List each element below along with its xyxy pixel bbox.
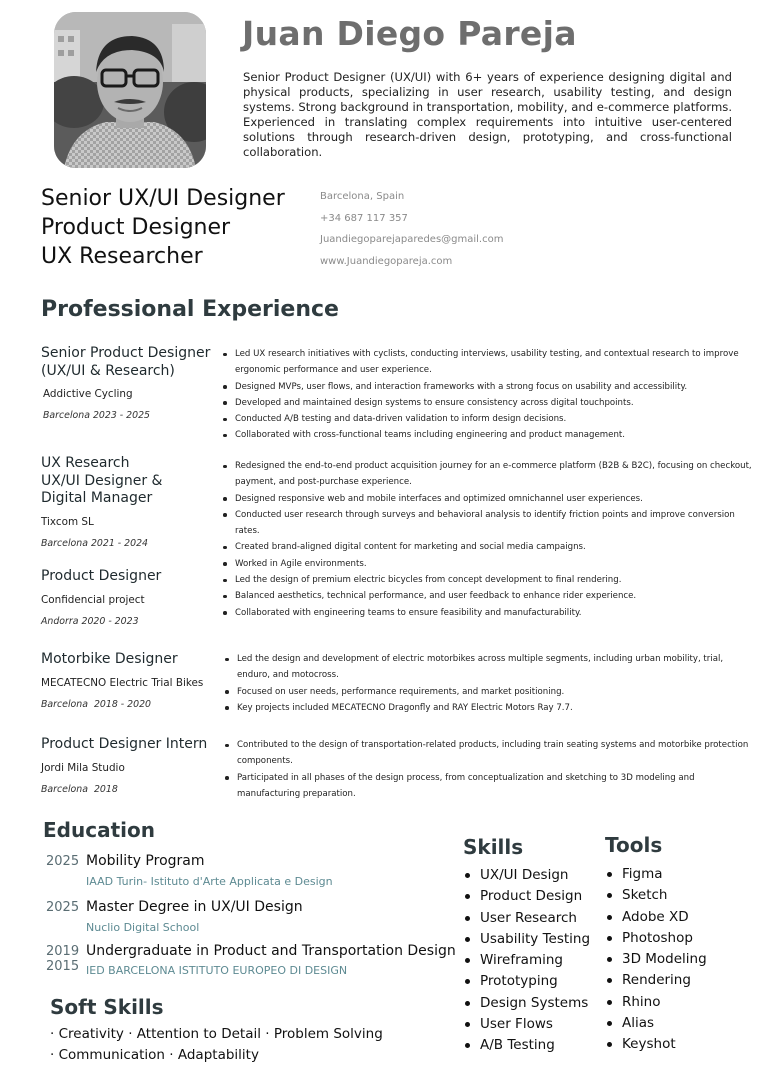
education-year: 2025 bbox=[46, 900, 80, 915]
contact-location: Barcelona, Spain bbox=[320, 191, 405, 202]
job-bullets bbox=[222, 346, 752, 444]
job-bullet: Designed responsive web and mobile interfaces and optimized omnichannel user experiences. bbox=[222, 491, 752, 507]
job-title: Product Designer Intern bbox=[41, 736, 208, 752]
job-title: UX Research UX/UI Designer & Digital Manager bbox=[41, 455, 163, 506]
education-heading: Education bbox=[43, 818, 155, 842]
skill-item: A/B Testing bbox=[463, 1035, 590, 1056]
job-bullet: Focused on user needs, performance requirements, and market positioning. bbox=[224, 684, 754, 700]
tool-item: Adobe XD bbox=[605, 907, 707, 928]
job-bullets bbox=[222, 458, 752, 572]
tool-item: 3D Modeling bbox=[605, 949, 707, 970]
job-bullet: Designed MVPs, user flows, and interaction frameworks with a strong focus on usability and accessibility. bbox=[222, 379, 752, 395]
tool-item: Figma bbox=[605, 864, 707, 885]
job-entry bbox=[41, 455, 171, 549]
job-title: Senior Product Designer (UX/UI & Research) bbox=[41, 345, 211, 379]
soft-skills-heading: Soft Skills bbox=[50, 995, 164, 1019]
role-title: UX Researcher bbox=[41, 244, 203, 269]
job-bullet: Collaborated with cross-functional teams including engineering and product management. bbox=[222, 427, 752, 443]
skills-heading: Skills bbox=[463, 835, 524, 859]
job-company: MECATECNO Electric Trial Bikes bbox=[41, 676, 204, 689]
education-title: Undergraduate in Product and Transportation Design bbox=[86, 943, 456, 959]
education-title: Master Degree in UX/UI Design bbox=[86, 899, 303, 915]
job-bullet: Led the design and development of electric motorbikes across multiple segments, including urban mobility, trial, enduro, and motocross. bbox=[224, 651, 754, 684]
job-bullet: Balanced aesthetics, technical performance, and user feedback to enhance rider experience. bbox=[222, 588, 752, 604]
skills-list bbox=[463, 865, 590, 1057]
job-bullet: Developed and maintained design systems to ensure consistency across digital touchpoints. bbox=[222, 395, 752, 411]
job-dates: Barcelona 2023 - 2025 bbox=[43, 410, 151, 421]
job-bullet: Participated in all phases of the design process, from conceptualization and sketching to 3D modeling and manufacturing preparation. bbox=[224, 770, 754, 803]
education-year: 2019 2015 bbox=[46, 944, 80, 974]
tool-item: Rendering bbox=[605, 970, 707, 991]
job-entry bbox=[41, 736, 221, 795]
tool-item: Rhino bbox=[605, 992, 707, 1013]
job-dates: Barcelona 2018 - 2020 bbox=[41, 698, 152, 710]
skill-item: UX/UI Design bbox=[463, 865, 590, 886]
tool-item: Sketch bbox=[605, 885, 707, 906]
contact-phone[interactable]: +34 687 117 357 bbox=[320, 212, 408, 224]
contact-info bbox=[320, 191, 503, 277]
role-title: Senior UX/UI Designer bbox=[41, 186, 285, 211]
job-title: Product Designer bbox=[41, 568, 162, 584]
role-titles bbox=[41, 184, 285, 271]
job-bullets bbox=[222, 572, 752, 621]
job-company: Tixcom SL bbox=[41, 515, 94, 528]
experience-heading: Professional Experience bbox=[41, 297, 339, 322]
job-bullet: Key projects included MECATECNO Dragonfly and RAY Electric Motors Ray 7.7. bbox=[224, 700, 754, 716]
skill-item: Design Systems bbox=[463, 993, 590, 1014]
education-school: Nuclio Digital School bbox=[86, 921, 200, 934]
education-year: 2025 bbox=[46, 854, 80, 869]
job-entry bbox=[41, 651, 221, 710]
tool-item: Keyshot bbox=[605, 1034, 707, 1055]
job-entry bbox=[41, 345, 211, 421]
soft-skills-line: · Communication · Adaptability bbox=[50, 1047, 259, 1063]
job-dates: Andorra 2020 - 2023 bbox=[41, 615, 139, 627]
tool-item: Photoshop bbox=[605, 928, 707, 949]
skill-item: Product Design bbox=[463, 886, 590, 907]
education-school: IAAD Turin- Istituto d'Arte Applicata e Design bbox=[86, 875, 333, 888]
role-title: Product Designer bbox=[41, 215, 231, 240]
skill-item: Wireframing bbox=[463, 950, 590, 971]
job-bullet: Led UX research initiatives with cyclists, conducting interviews, usability testing, and contextual research to improve ergonomic performance and user experience. bbox=[222, 346, 752, 379]
soft-skills-line: · Creativity · Attention to Detail · Problem Solving bbox=[50, 1026, 383, 1042]
job-bullets bbox=[224, 651, 754, 716]
profile-photo bbox=[54, 12, 206, 168]
job-dates: Barcelona 2018 bbox=[41, 783, 118, 795]
skill-item: User Research bbox=[463, 908, 590, 929]
job-bullet: Conducted A/B testing and data-driven validation to inform design decisions. bbox=[222, 411, 752, 427]
job-bullet: Led the design of premium electric bicycles from concept development to final rendering. bbox=[222, 572, 752, 588]
job-bullets bbox=[224, 737, 754, 802]
education-title: Mobility Program bbox=[86, 853, 205, 869]
job-bullet: Contributed to the design of transportation-related products, including train seating systems and motorbike protection components. bbox=[224, 737, 754, 770]
skill-item: User Flows bbox=[463, 1014, 590, 1035]
tools-list bbox=[605, 864, 707, 1056]
tools-heading: Tools bbox=[605, 833, 663, 857]
job-bullet: Collaborated with engineering teams to ensure feasibility and manufacturability. bbox=[222, 605, 752, 621]
skill-item: Usability Testing bbox=[463, 929, 590, 950]
contact-website[interactable]: www.Juandiegopareja.com bbox=[320, 255, 453, 267]
job-dates: Barcelona 2021 - 2024 bbox=[41, 537, 149, 549]
profile-summary: Senior Product Designer (UX/UI) with 6+ years of experience designing digital and physical products, specializing in user research, usability testing, and design systems. Strong background in transportation, mobility, and e-commerce platforms. Experienced in translating complex requirements into intuitive user-centered solutions through research-driven design, prototyping, and cross-functional collaboration. bbox=[243, 70, 732, 159]
job-bullet: Worked in Agile environments. bbox=[222, 556, 752, 572]
skill-item: Prototyping bbox=[463, 971, 590, 992]
candidate-name: Juan Diego Pareja bbox=[242, 14, 577, 53]
job-bullet: Created brand-aligned digital content for marketing and social media campaigns. bbox=[222, 539, 752, 555]
job-bullet: Conducted user research through surveys and behavioral analysis to identify friction points and improve conversion rates. bbox=[222, 507, 752, 540]
job-company: Confidencial project bbox=[41, 593, 145, 606]
job-entry bbox=[41, 568, 211, 627]
contact-email[interactable]: Juandiegoparejaparedes@gmail.com bbox=[320, 234, 504, 245]
job-title: Motorbike Designer bbox=[41, 651, 178, 667]
job-company: Addictive Cycling bbox=[43, 388, 133, 400]
tool-item: Alias bbox=[605, 1013, 707, 1034]
job-company: Jordi Mila Studio bbox=[41, 761, 125, 774]
job-bullet: Redesigned the end-to-end product acquisition journey for an e-commerce platform (B2B & B2C), focusing on checkout, payment, and post-purchase experience. bbox=[222, 458, 752, 491]
education-school: IED BARCELONA ISTITUTO EUROPEO DI DESIGN bbox=[86, 964, 348, 977]
